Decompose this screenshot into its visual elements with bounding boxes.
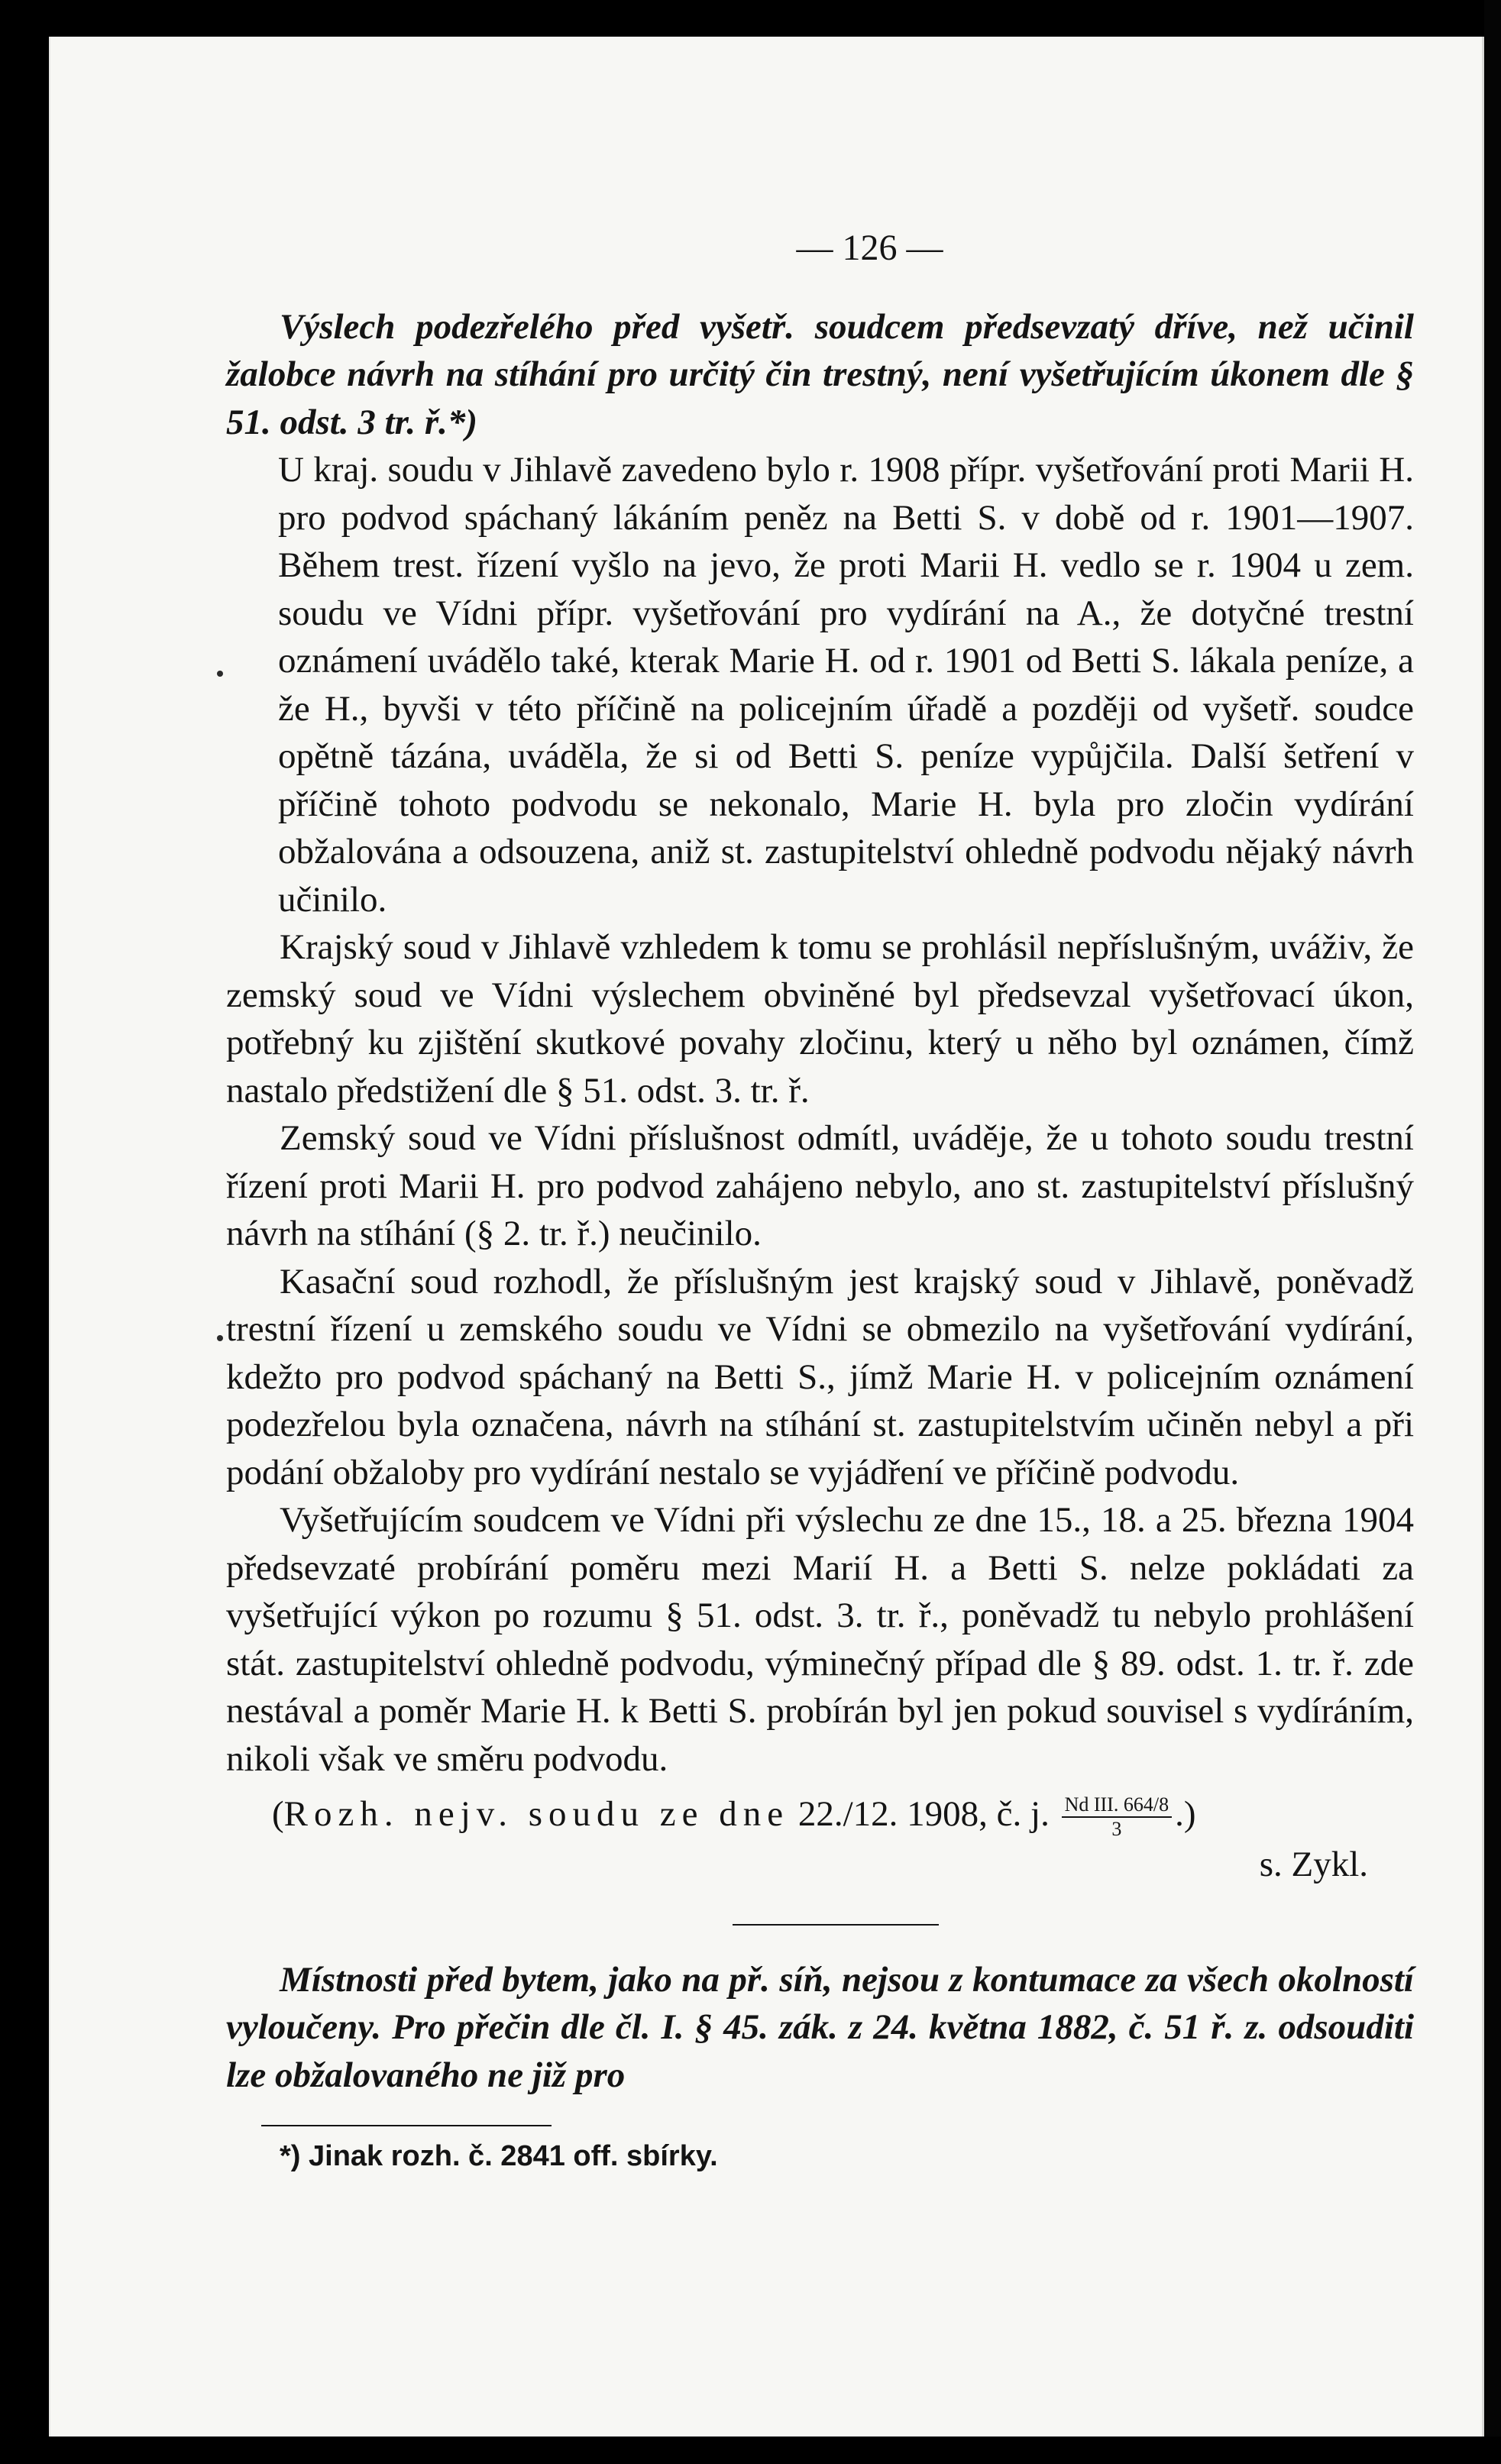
page-text — [226, 225, 1414, 2175]
paragraph: Zemský soud ve Vídni příslušnost odmítl, uváděje, že u tohoto soudu trestní řízení proti Marii H. pro podvod zahájeno nebylo, ano st. zastupitelství příslušný návrh na stíhání (§ 2. tr. ř.) neučinilo. — [226, 1118, 1414, 1253]
footnote: *) Jinak rozh. č. 2841 off. sbírky. — [280, 2140, 718, 2173]
decision-reference — [226, 1790, 1195, 1841]
case-number-denominator: 3 — [1111, 1818, 1122, 1841]
signature: s. Zykl. — [1259, 1845, 1368, 1885]
decision-open-paren: ( — [272, 1794, 284, 1834]
scan-border-top — [0, 0, 1501, 37]
decision-citation — [226, 1790, 1414, 1841]
scan-border-left — [0, 0, 49, 2464]
decision-label: Rozh. nejv. soudu ze dne — [283, 1794, 790, 1834]
paragraph: Krajský soud v Jihlavě vzhledem k tomu se prohlásil nepříslušným, uváživ, že zemský soud ve Vídni výslechem obviněné byl předsevzal vyšetřovací úkon, potřebný ku zjištění skutkové povahy zločinu, který u něho byl oznámen, čímž nastalo předstižení dle § 51. odst. 3. tr. ř. — [226, 927, 1414, 1111]
marginal-dot — [217, 1335, 223, 1341]
page-number: — 126 — — [796, 228, 943, 268]
decision-close-paren: .) — [1175, 1794, 1196, 1834]
case-number-fraction — [1062, 1793, 1172, 1841]
paragraph: Kasační soud rozhodl, že příslušným jest krajský soud v Jihlavě, poněvadž trestní řízení u zemského soudu ve Vídni se obmezilo na vyšetřování vydírání, kdežto pro podvod spáchaný na Betti S., jímž Marie H. v policejním oznámení podezřelou byla označena, návrh na stíhání st. zastupitelstvím učiněn nebyl a při podání obžaloby pro vydírání nestalo se vyjádření ve příčině podvodu. — [226, 1261, 1414, 1492]
paragraph: U kraj. soudu v Jihlavě zavedeno bylo r. 1908 přípr. vyšetřování proti Marii H. pro podvod spáchaný lákáním peněz na Betti S. v době od r. 1901—1907. Během trest. řízení vyšlo na jevo, že proti Marii H. vedlo se r. 1904 u zem. soudu ve Vídni přípr. vyšetřování pro vydírání na A., že dotyčné trestní oznámení uvádělo také, kterak Marie H. od r. 1901 od Betti S. lákala peníze, a že H., byvši v této příčině na policejním úřadě a později od vyšetř. soudce opětně tázána, uváděla, že si od Betti S. peníze vypůjčila. Další šetření v příčině tohoto podvodu se nekonalo, Marie H. byla pro zločin vydírání obžalována a odsouzena, aniž st. zastupitelství ohledně podvodu nějaký návrh učinilo. — [278, 450, 1414, 920]
document-page — [49, 37, 1484, 2437]
paragraph: Vyšetřujícím soudcem ve Vídni při výslechu ze dne 15., 18. a 25. března 1904 předsevzaté probírání poměru mezi Marií H. a Betti S. nelze pokládati za vyšetřující výkon po rozumu § 51. odst. 3. tr. ř., poněvadž tu nebylo prohlášení stát. zastupitelství ohledně podvodu, výminečný případ dle § 89. odst. 1. tr. ř. zde nestával a poměr Marie H. k Betti S. probírán byl jen pokud souvisel s vydíráním, nikoli však ve směru podvodu. — [226, 1500, 1414, 1779]
section-heading: Výslech podezřelého před vyšetř. soudcem předsevzatý dříve, než učinil žalobce návrh na stíhání pro určitý čin trestný, není vyšetřujícím úkonem dle § 51. odst. 3 tr. ř.*) — [226, 306, 1414, 442]
case-number-numerator: Nd III. 664/8 — [1062, 1793, 1172, 1818]
section-separator — [733, 1924, 939, 1926]
scan-border-right — [1484, 0, 1501, 2464]
decision-date: 22./12. 1908, č. j. — [797, 1794, 1050, 1834]
scan-border-bottom — [0, 2437, 1501, 2464]
next-section-heading: Místnosti před bytem, jako na př. síň, nejsou z kontumace za všech okolností vyloučeny. Pro přečin dle čl. I. § 45. zák. z 24. května 1882, č. 51 ř. z. odsouditi lze obžalovaného ne již pro — [226, 1959, 1414, 2095]
footnote-rule — [261, 2125, 552, 2126]
marginal-dot — [217, 671, 223, 677]
